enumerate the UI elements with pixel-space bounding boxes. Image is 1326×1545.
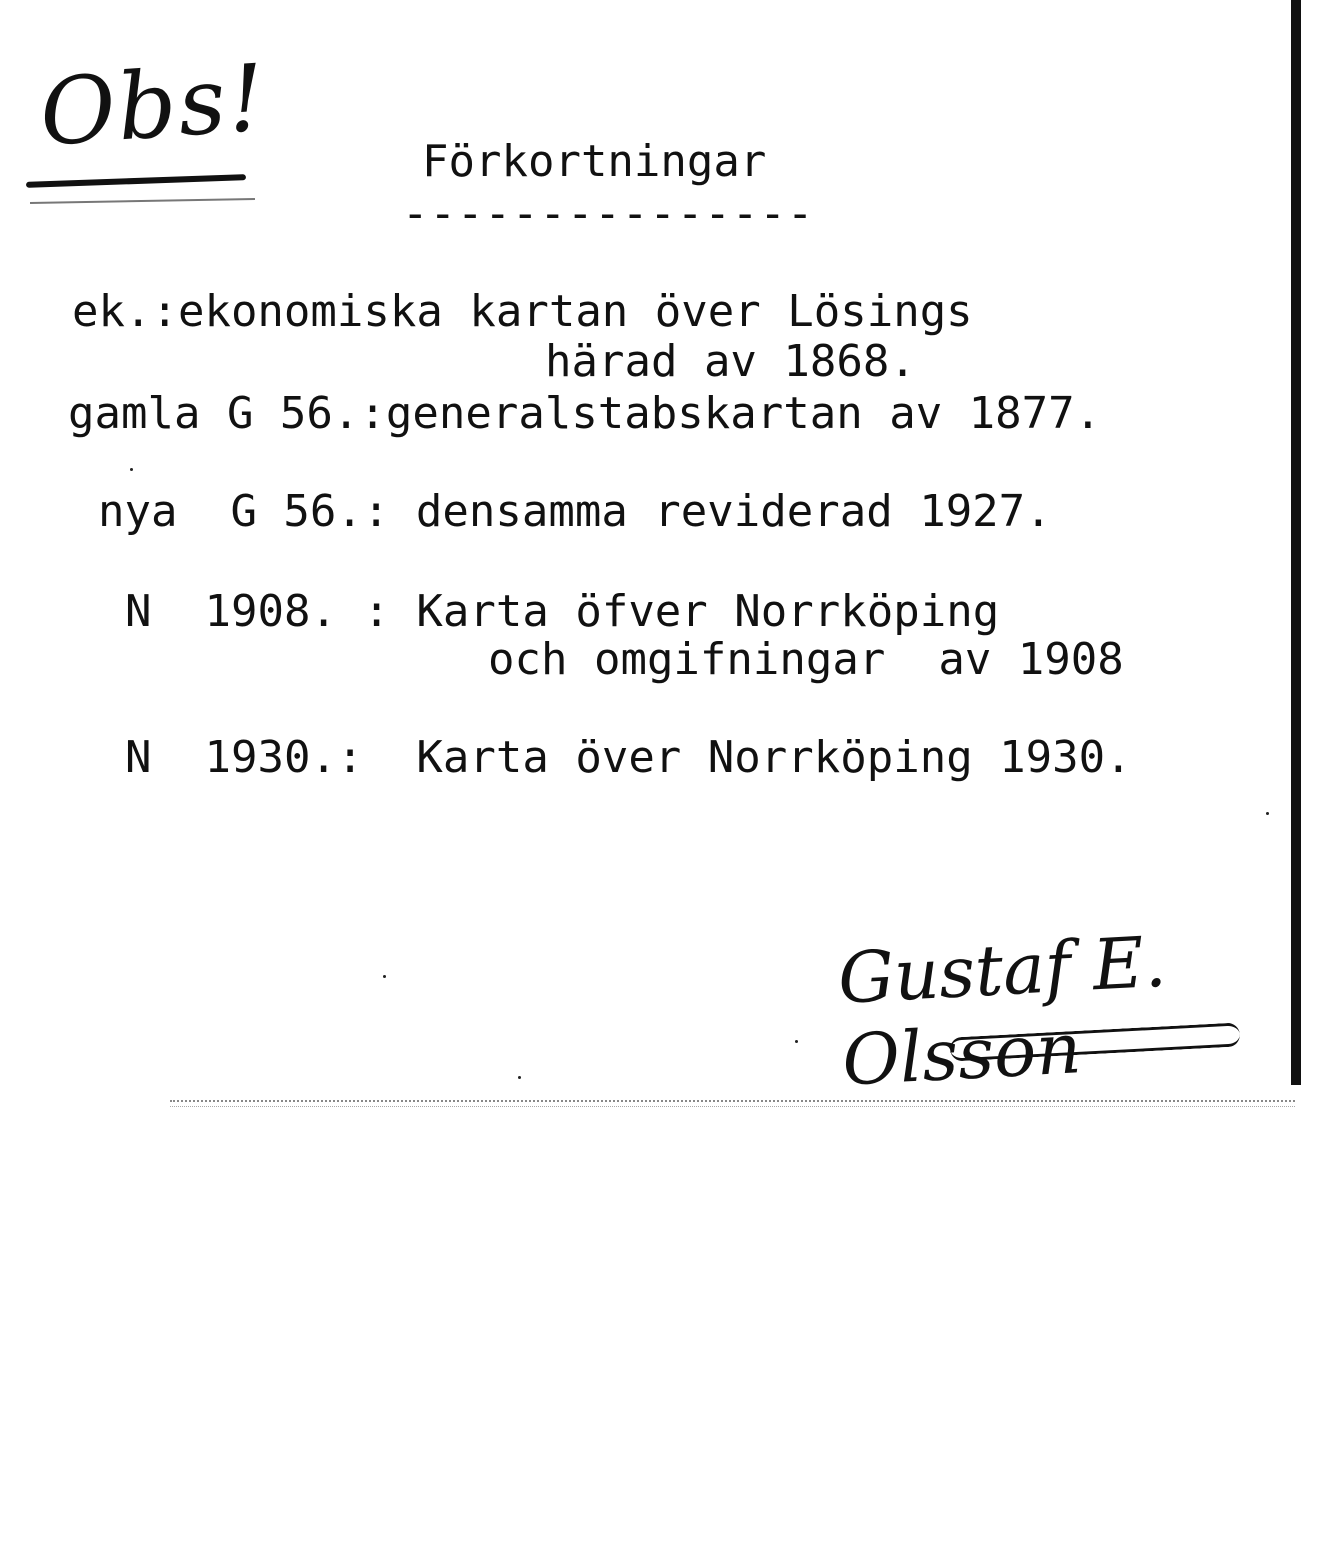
card-title: Förkortningar bbox=[422, 136, 767, 187]
handwritten-note: Obs! bbox=[36, 44, 270, 167]
title-rule: --------------- bbox=[402, 188, 815, 239]
note-underline bbox=[26, 174, 246, 188]
entry-ek-line2: härad av 1868. bbox=[545, 336, 916, 387]
speck bbox=[1266, 812, 1269, 815]
speck bbox=[795, 1040, 798, 1043]
entry-n1908-line1: N 1908. : Karta öfver Norrköping bbox=[125, 586, 1000, 637]
card-bottom-edge bbox=[170, 1100, 1295, 1104]
card-bottom-edge-shadow bbox=[170, 1106, 1295, 1107]
signature: Gustaf E. Olsson bbox=[836, 920, 1169, 1102]
entry-nya-g56: nya G 56.: densamma reviderad 1927. bbox=[98, 486, 1052, 537]
speck bbox=[518, 1076, 521, 1079]
note-underline-shadow bbox=[30, 198, 255, 204]
entry-n1930: N 1930.: Karta över Norrköping 1930. bbox=[125, 732, 1132, 783]
speck bbox=[383, 975, 386, 978]
speck bbox=[130, 468, 133, 471]
entry-gamla-g56: gamla G 56.:generalstabskartan av 1877. bbox=[68, 388, 1102, 439]
entry-n1908-line2: och omgifningar av 1908 bbox=[488, 634, 1124, 685]
entry-ek-line1: ek.:ekonomiska kartan över Lösings bbox=[72, 286, 973, 337]
